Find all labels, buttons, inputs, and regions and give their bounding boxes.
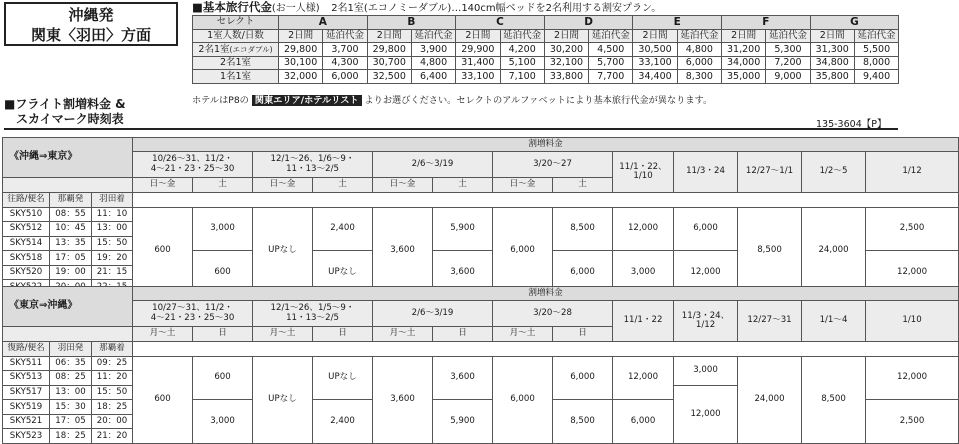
weekday-label: 月～土: [253, 327, 313, 342]
surcharge-value: 2,500: [866, 400, 959, 444]
surcharge-value: UPなし: [313, 356, 373, 400]
weekday-label: 月～土: [133, 327, 193, 342]
weekday-label: 月～土: [493, 327, 553, 342]
price-2day: 31,400: [456, 56, 500, 70]
sat-label: 土: [553, 178, 613, 193]
arr-time: 18：25: [92, 400, 133, 415]
days-label: 2日間: [722, 29, 766, 43]
surcharge-value: 12,000: [866, 251, 959, 295]
hotel-note: [192, 92, 712, 106]
price-2day: 34,000: [722, 56, 766, 70]
extension-label: 延泊代金: [589, 29, 633, 43]
surcharge-value: 12,000: [866, 356, 959, 400]
surcharge-value: 12,000: [674, 251, 738, 295]
column-header-dep: 那覇発: [50, 193, 92, 208]
dep-time: 18：25: [50, 429, 92, 444]
surcharge-value: 5,900: [433, 207, 493, 251]
weekday-label: 日～金: [133, 178, 193, 193]
days-label: 2日間: [810, 29, 854, 43]
occupancy-label: [193, 43, 279, 57]
table-row: [193, 56, 899, 70]
surcharge-value: 12,000: [674, 385, 738, 443]
price-extension: 8,300: [677, 70, 721, 84]
dep-time: 06：35: [50, 356, 92, 371]
extension-label: 延泊代金: [323, 29, 367, 43]
period-3: 2/6～3/19: [373, 301, 493, 327]
dep-time: 13：35: [50, 236, 92, 251]
price-extension: 5,100: [500, 56, 544, 70]
table-row: [193, 16, 899, 30]
period-2: 12/1～26、1/5～9・ 11・13～2/5: [253, 301, 373, 327]
blank-cell: [133, 342, 959, 357]
select-g: G: [810, 16, 899, 30]
period-6: 11/3・24: [674, 152, 738, 193]
table-row: [193, 70, 899, 84]
column-header-dep: 羽田発: [50, 342, 92, 357]
flight-number: SKY519: [3, 400, 50, 415]
days-label: 2日間: [633, 29, 677, 43]
price-extension: 8,000: [854, 56, 898, 70]
extension-label: 延泊代金: [677, 29, 721, 43]
price-2day: 29,800: [279, 43, 323, 57]
period-8: 1/2～5: [802, 152, 866, 193]
surcharge-value: 8,500: [802, 356, 866, 444]
arr-time: 09：25: [92, 356, 133, 371]
arr-time: 11：20: [92, 371, 133, 386]
destination-region: 関東〈羽田〉方面: [30, 26, 151, 44]
flight-number: SKY518: [3, 251, 50, 266]
arr-time: 15：50: [92, 236, 133, 251]
dep-time: 10：45: [50, 222, 92, 237]
dep-time: 17：05: [50, 251, 92, 266]
surcharge-value: 3,000: [674, 356, 738, 385]
table-row: [193, 29, 899, 43]
flight-number: SKY514: [3, 236, 50, 251]
direction-label: 《東京⇒沖縄》: [3, 287, 133, 327]
flight-number: SKY521: [3, 414, 50, 429]
surcharge-value: 2,500: [866, 207, 959, 251]
surcharge-value: 600: [133, 356, 193, 444]
price-extension: 6,000: [323, 70, 367, 84]
table-row: [3, 301, 959, 327]
base-price-table: [192, 15, 899, 84]
surcharge-caption: 割増料金: [133, 138, 959, 152]
price-2day: 32,500: [367, 70, 411, 84]
price-2day: 35,800: [810, 70, 854, 84]
price-2day: 29,800: [367, 43, 411, 57]
extension-label: 延泊代金: [766, 29, 810, 43]
price-extension: 6,400: [411, 70, 455, 84]
surcharge-value: 3,600: [373, 356, 433, 444]
surcharge-value: 2,400: [313, 207, 373, 251]
extension-label: 延泊代金: [854, 29, 898, 43]
price-extension: 4,500: [589, 43, 633, 57]
dep-time: 08：25: [50, 371, 92, 386]
flight-title-line1: ■フライト割増料金 &: [4, 97, 126, 111]
weekday-label: 月～土: [373, 327, 433, 342]
flight-title-line2: スカイマーク時刻表: [16, 112, 124, 126]
sat-label: 土: [313, 178, 373, 193]
price-extension: 7,700: [589, 70, 633, 84]
arr-time: 19：20: [92, 251, 133, 266]
days-label: 2日間: [544, 29, 588, 43]
hotel-note-post: よりお選びください。セレクトのアルファベットにより基本旅行代金が異なります。: [364, 95, 713, 106]
sun-label: 日: [433, 327, 493, 342]
select-d: D: [544, 16, 633, 30]
table-row: [3, 342, 959, 357]
price-2day: 34,400: [633, 70, 677, 84]
price-2day: 31,300: [810, 43, 854, 57]
price-2day: 30,500: [633, 43, 677, 57]
sat-label: 土: [433, 178, 493, 193]
dep-time: 19：00: [50, 265, 92, 280]
select-c: C: [456, 16, 545, 30]
price-extension: 5,500: [854, 43, 898, 57]
destination-box: [4, 2, 178, 46]
weekday-label: 日～金: [373, 178, 433, 193]
surcharge-value: 6,000: [493, 207, 553, 295]
column-header-arr: 那覇着: [92, 342, 133, 357]
surcharge-value: 600: [193, 356, 253, 400]
days-label: 2日間: [456, 29, 500, 43]
sun-label: 日: [553, 327, 613, 342]
occupancy-name: 2名1室: [198, 43, 230, 55]
arr-time: 11：10: [92, 207, 133, 222]
flight-number: SKY517: [3, 385, 50, 400]
period-3: 2/6～3/19: [373, 152, 493, 178]
period-9: 1/12: [866, 152, 959, 193]
surcharge-value: UPなし: [253, 356, 313, 444]
column-header-flight: 復路/便名: [3, 342, 50, 357]
dep-time: 13：00: [50, 385, 92, 400]
extension-label: 延泊代金: [411, 29, 455, 43]
price-extension: 5,700: [589, 56, 633, 70]
period-5: 11/1・22: [613, 301, 674, 342]
surcharge-value: UPなし: [313, 251, 373, 295]
period-6: 11/3・24、 1/12: [674, 301, 738, 342]
occupancy-label: 1名1室: [193, 70, 279, 84]
period-5: 11/1・22、 1/10: [613, 152, 674, 193]
price-extension: 5,300: [766, 43, 810, 57]
surcharge-value: 8,500: [553, 207, 613, 251]
occupancy-header: 1室人数/日数: [193, 29, 279, 43]
surcharge-value: 8,500: [553, 400, 613, 444]
select-f: F: [722, 16, 811, 30]
base-price-heading: [192, 0, 661, 14]
select-header: セレクト: [193, 16, 279, 30]
flight-number: SKY512: [3, 222, 50, 237]
sat-label: 土: [193, 178, 253, 193]
table-row: [3, 138, 959, 152]
period-8: 1/1～4: [802, 301, 866, 342]
table-row: [193, 43, 899, 57]
period-1: 10/26～31、11/2・ 4～21・23・25～30: [133, 152, 253, 178]
base-price-title: ■基本旅行代金: [192, 0, 272, 14]
dep-time: 17：05: [50, 414, 92, 429]
arr-time: 21：15: [92, 265, 133, 280]
flight-number: SKY510: [3, 207, 50, 222]
surcharge-value: 6,000: [674, 207, 738, 251]
days-label: 2日間: [279, 29, 323, 43]
dep-time: 15：30: [50, 400, 92, 415]
hotel-note-pre: ホテルはP8の: [192, 95, 249, 106]
table-row: [3, 207, 959, 222]
return-flight-table: [2, 286, 959, 444]
table-row: [3, 152, 959, 178]
price-extension: 4,800: [677, 43, 721, 57]
flight-section-title: [4, 97, 126, 127]
price-2day: 34,800: [810, 56, 854, 70]
occupancy-label: 2名1室: [193, 56, 279, 70]
price-2day: 30,700: [367, 56, 411, 70]
surcharge-value: 600: [193, 251, 253, 295]
table-row: [3, 356, 959, 371]
price-2day: 32,100: [544, 56, 588, 70]
product-code: 135-3604【P】: [816, 119, 887, 130]
weekday-label: 日～金: [253, 178, 313, 193]
surcharge-value: 6,000: [553, 356, 613, 400]
price-2day: 32,000: [279, 70, 323, 84]
period-4: 3/20～28: [493, 301, 613, 327]
surcharge-value: 6,000: [493, 356, 553, 444]
flight-number: SKY520: [3, 265, 50, 280]
price-2day: 33,100: [456, 70, 500, 84]
arr-time: 13：00: [92, 222, 133, 237]
price-extension: 6,000: [677, 56, 721, 70]
destination-origin: 沖縄発: [68, 6, 114, 24]
base-price-desc: 2名1室(エコノミーダブル)…140cm幅ベッドを2名利用する割安プラン。: [331, 3, 662, 14]
surcharge-value: 8,500: [738, 207, 802, 295]
sun-label: 日: [193, 327, 253, 342]
outbound-flight-table: [2, 137, 959, 295]
price-extension: 9,400: [854, 70, 898, 84]
arr-time: 20：00: [92, 414, 133, 429]
occupancy-sub: (エコダブル): [229, 44, 273, 54]
surcharge-value: 12,000: [613, 356, 674, 400]
price-extension: 7,200: [766, 56, 810, 70]
price-extension: 4,300: [323, 56, 367, 70]
period-7: 12/27～1/1: [738, 152, 802, 193]
flight-number: SKY511: [3, 356, 50, 371]
surcharge-caption: 割増料金: [133, 287, 959, 301]
price-extension: 3,900: [411, 43, 455, 57]
blank-cell: [3, 178, 133, 193]
period-1: 10/27～31、11/2・ 4～21・23・25～30: [133, 301, 253, 327]
surcharge-value: 3,000: [193, 207, 253, 251]
surcharge-value: 24,000: [738, 356, 802, 444]
flight-number: SKY513: [3, 371, 50, 386]
flight-number: SKY523: [3, 429, 50, 444]
surcharge-value: 3,600: [433, 356, 493, 400]
table-row: [3, 287, 959, 301]
period-9: 1/10: [866, 301, 959, 342]
surcharge-value: 3,600: [373, 207, 433, 295]
table-row: [3, 193, 959, 208]
arr-time: 15：50: [92, 385, 133, 400]
days-label: 2日間: [367, 29, 411, 43]
period-2: 12/1～26、1/6～9・ 11・13～2/5: [253, 152, 373, 178]
price-2day: 30,100: [279, 56, 323, 70]
extension-label: 延泊代金: [500, 29, 544, 43]
select-e: E: [633, 16, 722, 30]
price-extension: 4,200: [500, 43, 544, 57]
select-b: B: [367, 16, 456, 30]
surcharge-value: 6,000: [613, 400, 674, 444]
direction-label: 《沖縄⇒東京》: [3, 138, 133, 178]
price-extension: 4,800: [411, 56, 455, 70]
arr-time: 21：20: [92, 429, 133, 444]
surcharge-value: 12,000: [613, 207, 674, 251]
blank-cell: [3, 327, 133, 342]
surcharge-value: 24,000: [802, 207, 866, 295]
column-header-flight: 往路/便名: [3, 193, 50, 208]
price-2day: 33,800: [544, 70, 588, 84]
weekday-label: 日～金: [493, 178, 553, 193]
surcharge-value: UPなし: [253, 207, 313, 295]
blank-cell: [133, 193, 959, 208]
surcharge-value: 2,400: [313, 400, 373, 444]
period-4: 3/20～27: [493, 152, 613, 178]
base-price-unit: (お一人様): [271, 3, 320, 14]
surcharge-value: 6,000: [553, 251, 613, 295]
column-header-arr: 羽田着: [92, 193, 133, 208]
surcharge-value: 3,000: [613, 251, 674, 295]
price-2day: 31,200: [722, 43, 766, 57]
dep-time: 08：55: [50, 207, 92, 222]
period-7: 12/27～31: [738, 301, 802, 342]
price-2day: 30,200: [544, 43, 588, 57]
price-extension: 9,000: [766, 70, 810, 84]
select-a: A: [279, 16, 368, 30]
price-extension: 7,100: [500, 70, 544, 84]
price-2day: 33,100: [633, 56, 677, 70]
surcharge-value: 5,900: [433, 400, 493, 444]
surcharge-value: 3,000: [193, 400, 253, 444]
surcharge-value: 600: [133, 207, 193, 295]
hotel-list-badge: 関東エリア/ホテルリスト: [252, 95, 362, 106]
price-extension: 3,700: [323, 43, 367, 57]
price-2day: 35,000: [722, 70, 766, 84]
sun-label: 日: [313, 327, 373, 342]
surcharge-value: 3,600: [433, 251, 493, 295]
price-2day: 29,900: [456, 43, 500, 57]
